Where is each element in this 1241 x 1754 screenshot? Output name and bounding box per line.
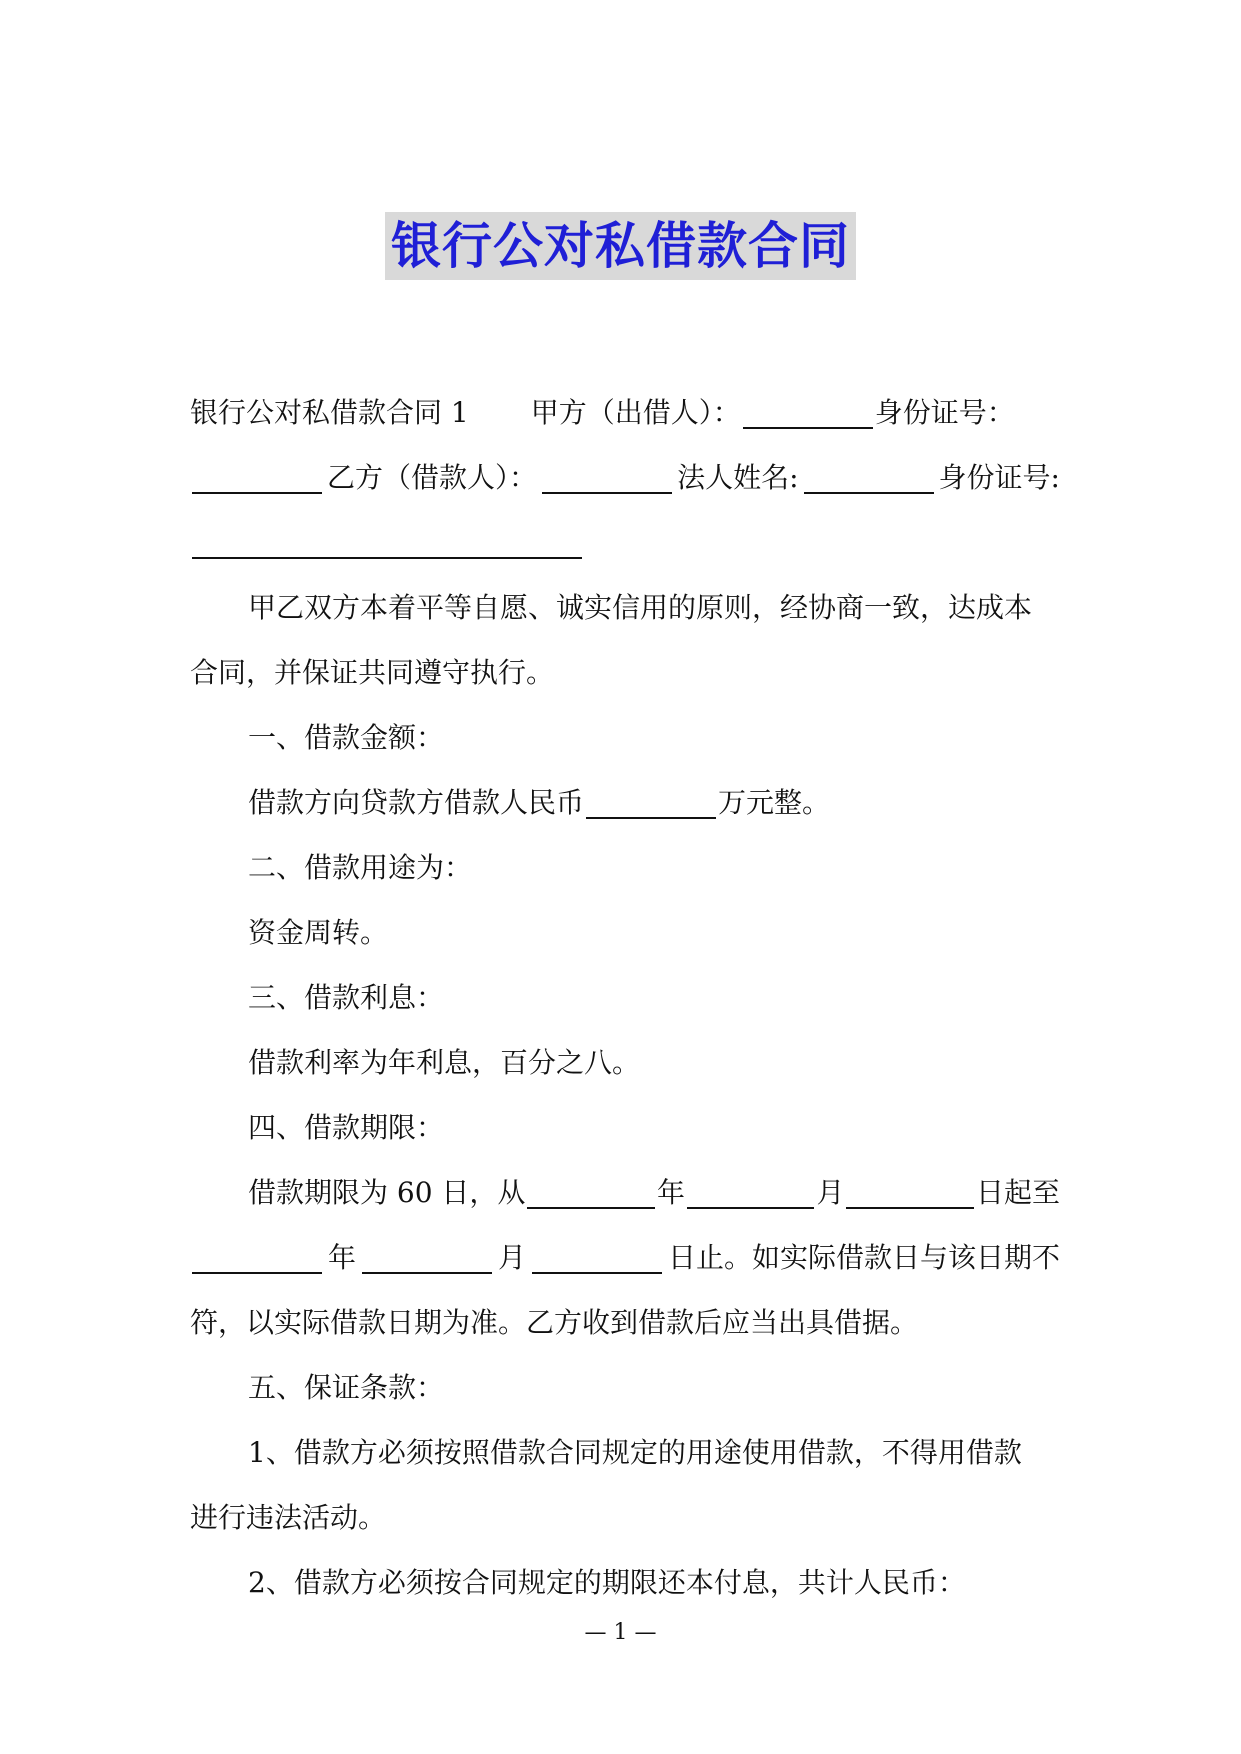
legal-name-label: 法人姓名:: [677, 461, 799, 494]
day-to-label: 日止。如实际借款日与该日期不: [667, 1241, 1060, 1274]
id-blank-1: [192, 462, 322, 494]
section-4-line-3: [190, 1290, 1060, 1355]
loan-amount-unit: 万元整。: [718, 786, 831, 819]
section-3-text: [190, 1030, 1060, 1095]
loan-purpose-text: 资金周转。: [248, 916, 389, 949]
id-blank-2: [192, 527, 582, 559]
contract-heading: 银行公对私借款合同 1: [190, 396, 469, 429]
day-from-label: 日起至: [975, 1176, 1060, 1209]
month-label: 月: [497, 1241, 526, 1274]
term-text: 借款期限为 60 日，从: [248, 1176, 526, 1209]
intro-text-1: 甲乙双方本着平等自愿、诚实信用的原则，经协商一致，达成本: [248, 591, 1033, 624]
intro-line-1: [190, 575, 1060, 640]
section-heading: 三、借款利息：: [248, 981, 445, 1014]
section-heading: 二、借款用途为：: [248, 851, 473, 884]
section-2-heading: [190, 835, 1060, 900]
start-day-blank: [846, 1177, 974, 1209]
section-2-text: [190, 900, 1060, 965]
section-5-heading: [190, 1355, 1060, 1420]
header-line-2: [190, 445, 1060, 510]
section-heading: 一、借款金额：: [248, 721, 445, 754]
loan-amount-blank: [586, 787, 716, 819]
section-3-heading: [190, 965, 1060, 1030]
header-line-1: [190, 380, 1060, 445]
year-label: 年: [656, 1176, 685, 1209]
title-container: [0, 212, 1241, 280]
end-year-blank: [192, 1242, 322, 1274]
end-month-blank: [362, 1242, 492, 1274]
legal-name-blank: [804, 462, 934, 494]
section-5-item-2-line-1: [190, 1550, 1060, 1615]
page-number: — 1 —: [584, 1620, 657, 1645]
document-title: 银行公对私借款合同: [385, 212, 856, 280]
end-day-blank: [532, 1242, 662, 1274]
term-note-text: 符，以实际借款日期为准。乙方收到借款后应当出具借据。: [190, 1306, 919, 1339]
contract-body: [190, 380, 1060, 1615]
start-month-blank: [687, 1177, 815, 1209]
loan-amount-text: 借款方向贷款方借款人民币: [248, 786, 585, 819]
section-4-line-1: [190, 1160, 1060, 1225]
header-line-3: [190, 510, 1060, 575]
guarantee-item-1: 1、借款方必须按照借款合同规定的用途使用借款，不得用借款: [248, 1436, 1022, 1469]
section-1-heading: [190, 705, 1060, 770]
id-label-2: 身份证号:: [938, 461, 1060, 494]
section-5-item-1-line-1: [190, 1420, 1060, 1485]
guarantee-item-2: 2、借款方必须按合同规定的期限还本付息，共计人民币：: [248, 1566, 966, 1599]
party-a-blank: [743, 397, 873, 429]
section-1-text: [190, 770, 1060, 835]
section-heading: 五、保证条款：: [248, 1371, 445, 1404]
section-5-item-1-line-2: [190, 1485, 1060, 1550]
interest-text: 借款利率为年利息，百分之八。: [248, 1046, 641, 1079]
section-4-heading: [190, 1095, 1060, 1160]
party-a-label: 甲方（出借人）：: [530, 396, 741, 429]
intro-line-2: [190, 640, 1060, 705]
section-4-line-2: [190, 1225, 1060, 1290]
guarantee-item-1-cont: 进行违法活动。: [190, 1501, 387, 1534]
party-b-label: 乙方（借款人）：: [327, 461, 538, 494]
intro-text-2: 合同，并保证共同遵守执行。: [190, 656, 555, 689]
month-label: 月: [816, 1176, 845, 1209]
id-label-1: 身份证号：: [874, 396, 1015, 429]
year-label: 年: [327, 1241, 356, 1274]
start-year-blank: [527, 1177, 655, 1209]
party-b-blank: [542, 462, 672, 494]
section-heading: 四、借款期限：: [248, 1111, 445, 1144]
